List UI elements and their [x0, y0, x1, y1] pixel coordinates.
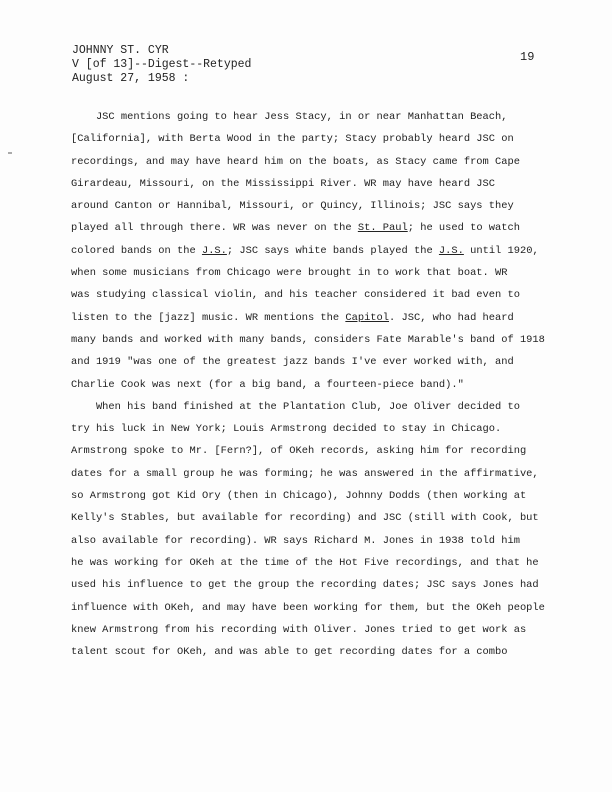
underlined-title: St. Paul [357, 222, 408, 235]
line-text: until 1920, [463, 244, 539, 257]
line-text: talent scout for OKeh, and was able to get recording dates for a combo [71, 646, 508, 659]
line-text: when some musicians from Chicago were brought in to work that boat. WR [71, 267, 508, 280]
underlined-title: J.S. [438, 244, 464, 257]
line-text: influence with OKeh, and may have been working for them, but the OKeh people [71, 601, 545, 614]
text-line [71, 597, 545, 619]
text-line [71, 485, 541, 507]
line-text: Charlie Cook was next (for a big band, a fourteen-piece band)." [71, 378, 464, 391]
header-name: JOHNNY ST. CYR [72, 44, 169, 57]
line-text: Kelly's Stables, but available for recording) and JSC (still with Cook, but [71, 512, 539, 525]
text-line [71, 530, 541, 552]
document-header [72, 44, 251, 86]
line-text: colored bands on the [71, 244, 202, 257]
text-line [71, 552, 541, 574]
line-text: was studying classical violin, and his teacher considered it bad even to [71, 289, 520, 302]
page-number: 19 [520, 50, 535, 64]
text-line [71, 463, 541, 485]
line-text: try his luck in New York; Louis Armstrong decided to stay in Chicago. [71, 423, 502, 436]
line-text: [California], with Berta Wood in the party; Stacy probably heard JSC on [71, 133, 514, 146]
text-line [71, 418, 541, 440]
line-text: Girardeau, Missouri, on the Mississippi River. WR may have heard JSC [71, 177, 496, 190]
line-text: dates for a small group he was forming; he was answered in the affirmative, [71, 467, 539, 480]
line-text: also available for recording). WR says Richard M. Jones in 1938 told him [71, 534, 520, 547]
line-text: played all through there. WR was never on the [71, 222, 358, 235]
line-text: ; JSC says white bands played the [226, 244, 439, 257]
line-text: he was working for OKeh at the time of the Hot Five recordings, and that he [71, 556, 539, 569]
line-text: ; he used to watch [407, 222, 520, 235]
line-text: used his influence to get the group the recording dates; JSC says Jones had [71, 579, 539, 592]
text-line [71, 128, 541, 150]
text-line [71, 351, 541, 373]
text-line [71, 262, 541, 284]
text-line [71, 307, 541, 329]
text-line [71, 106, 541, 128]
line-text: and 1919 "was one of the greatest jazz bands I've ever worked with, and [71, 356, 514, 369]
line-text: many bands and worked with many bands, considers Fate Marable's band of 1918 [71, 333, 545, 346]
text-line [71, 329, 545, 351]
text-line [71, 507, 541, 529]
text-line [71, 440, 541, 462]
line-text: Armstrong spoke to Mr. [Fern?], of OKeh records, asking him for recording [71, 445, 527, 458]
text-line [71, 619, 541, 641]
line-text: recordings, and may have heard him on the boats, as Stacy came from Cape [71, 155, 520, 168]
paragraph-1 [71, 106, 545, 396]
line-text: so Armstrong got Kid Ory (then in Chicago), Johnny Dodds (then working at [71, 490, 527, 503]
document-body [71, 106, 545, 663]
text-line [71, 284, 541, 306]
text-line [71, 217, 541, 239]
line-text: knew Armstrong from his recording with Oliver. Jones tried to get work as [71, 623, 527, 636]
header-date: August 27, 1958 : [72, 72, 190, 85]
scan-mark [8, 152, 12, 154]
text-line [71, 574, 541, 596]
text-line [71, 151, 541, 173]
text-line [71, 641, 541, 663]
paragraph-2 [71, 396, 545, 664]
line-text: When his band finished at the Plantation Club, Joe Oliver decided to [71, 400, 520, 413]
line-text: listen to the [jazz] music. WR mentions the [71, 311, 346, 324]
underlined-title: J.S. [201, 244, 227, 257]
text-line [71, 173, 541, 195]
line-text: around Canton or Hannibal, Missouri, or Quincy, Illinois; JSC says they [71, 200, 514, 213]
text-line [71, 240, 541, 262]
text-line [71, 396, 541, 418]
underlined-title: Capitol [345, 311, 390, 324]
line-text: . JSC, who had heard [389, 311, 514, 324]
text-line [71, 195, 541, 217]
line-text: JSC mentions going to hear Jess Stacy, in or near Manhattan Beach, [71, 111, 508, 123]
header-volume: V [of 13]--Digest--Retyped [72, 58, 252, 71]
text-line [71, 374, 541, 396]
